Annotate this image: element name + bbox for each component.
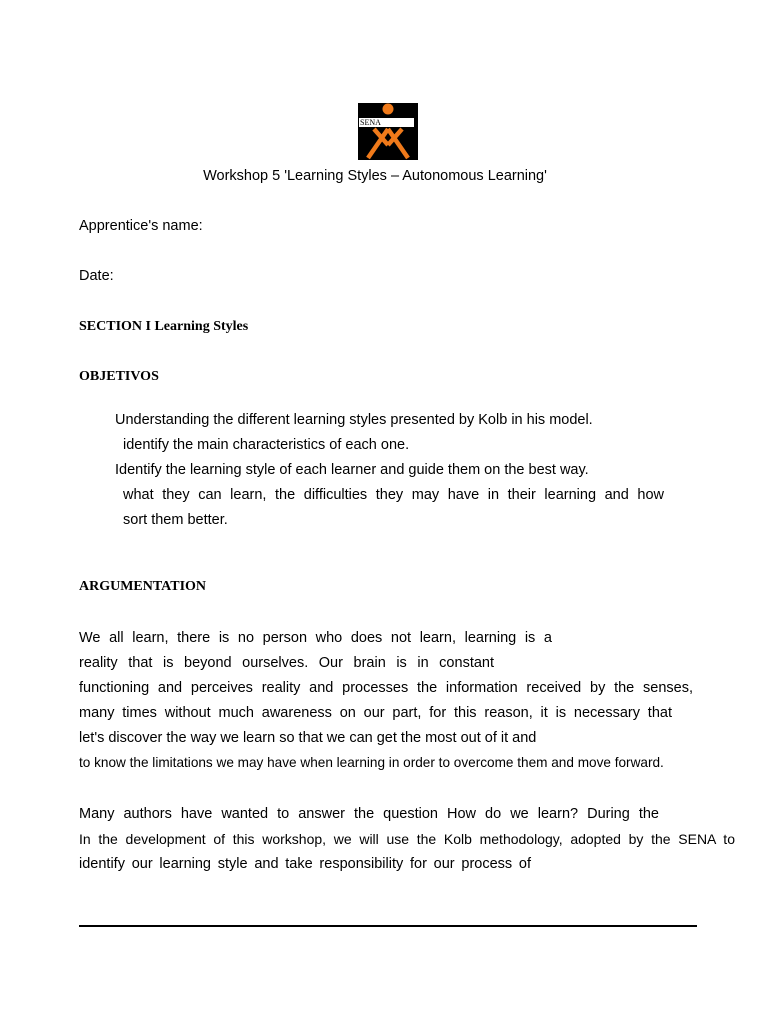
objective-item	[104, 411, 639, 429]
paragraph-line: many times without much awareness on our part, for this reason, it is necessary that	[79, 705, 672, 721]
sena-logo-text: SENA	[359, 118, 414, 127]
paragraph-line: to know the limitations we may have when learning in order to overcome them and move forward.	[79, 755, 664, 770]
objective-item	[104, 461, 589, 479]
argumentation-heading: ARGUMENTATION	[79, 579, 207, 594]
paragraph-line: functioning and perceives reality and processes the information received by the senses,	[79, 680, 693, 696]
objective-line: Identify the learning style of each learner and guide them on the best way.	[115, 462, 589, 478]
section-heading: SECTION I Learning Styles	[79, 319, 249, 334]
paragraph-line: let's discover the way we learn so that we can get the most out of it and	[79, 730, 537, 746]
apprentice-name-label: Apprentice's name:	[79, 218, 203, 234]
paragraph-line: Many authors have wanted to answer the question How do we learn? During the	[79, 806, 659, 822]
paragraph-line: identify our learning style and take responsibility for our process of	[79, 856, 531, 872]
date-label: Date:	[79, 268, 114, 284]
objectives-heading: OBJETIVOS	[79, 369, 159, 384]
paragraph-line: In the development of this workshop, we will use the Kolb methodology, adopted by the SENA to	[79, 831, 735, 847]
paragraph-line: We all learn, there is no person who does not learn, learning is a	[79, 630, 552, 646]
footer-rule	[79, 925, 697, 927]
document-title: Workshop 5 'Learning Styles – Autonomous Learning'	[203, 168, 547, 184]
sena-logo-figure	[358, 103, 418, 160]
objective-line: Understanding the different learning styles presented by Kolb in his model.	[115, 412, 593, 428]
objective-line: identify the main characteristics of each one.	[123, 437, 410, 453]
sena-logo	[358, 103, 418, 160]
paragraph-line: reality that is beyond ourselves. Our brain is in constant	[79, 655, 494, 671]
objective-line: sort them better.	[123, 512, 228, 528]
objective-line: what they can learn, the difficulties they may have in their learning and how	[123, 487, 664, 503]
